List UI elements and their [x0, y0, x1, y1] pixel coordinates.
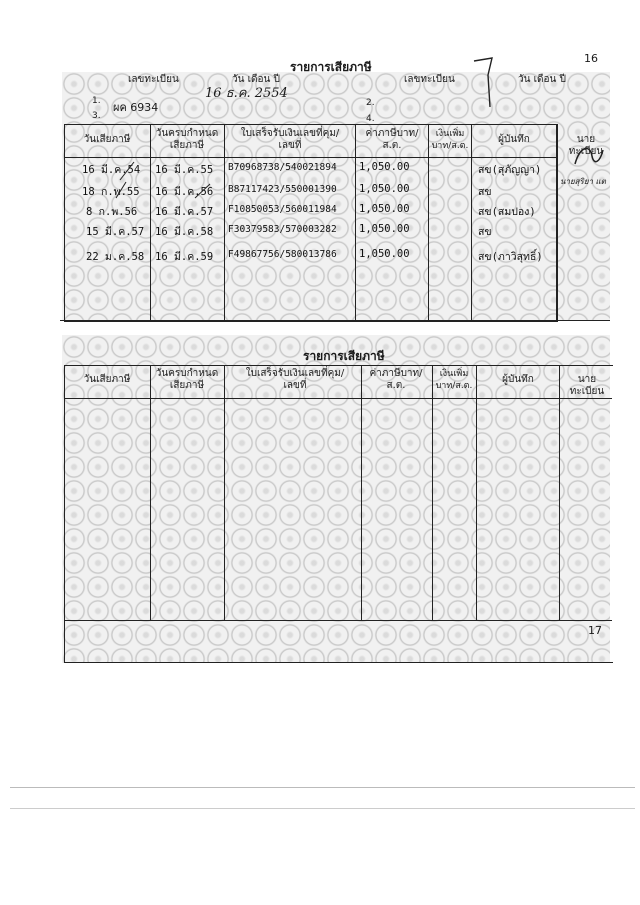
row-5-paid: 22 ม.ค.58: [86, 251, 145, 263]
row-4-paid: 15 มี.ค.57: [86, 226, 145, 238]
lower-header-due-date: วันครบกำหนดเสียภาษี: [155, 368, 219, 391]
lower-header-tax: ค่าภาษีบาท/ส.ต.: [369, 368, 423, 391]
row-5-due: 16 มี.ค.59: [155, 251, 214, 263]
registrar-note: นายสุริยา แต: [560, 177, 606, 186]
row-4-tax: 1,050.00: [359, 223, 410, 235]
scan-line: [10, 808, 635, 809]
reg-label-left: เลขทะเบียน: [128, 74, 179, 85]
row-2-due: 16 มี.ค.56: [155, 186, 214, 198]
registrar-signature: [572, 140, 606, 172]
scan-line: [10, 787, 635, 788]
lower-header-registrar: นายทะเบียน: [569, 374, 605, 397]
page-number-bottom: 17: [588, 624, 602, 637]
upper-header-registrar: นายทะเบียน: [568, 134, 604, 157]
page-number-top: 16: [584, 52, 598, 65]
lower-header-recorder: ผู้บันทึก: [502, 374, 534, 385]
lower-header-paid-date: วันเสียภาษี: [83, 374, 131, 385]
row-5-recorder: สข(ภาวิสุทธิ์): [478, 251, 543, 263]
lower-title: รายการเสียภาษี: [303, 349, 385, 363]
row-4-due: 16 มี.ค.58: [155, 226, 214, 238]
item-1-value: ผค 6934: [113, 101, 159, 114]
row-2-receipt: B87117423/550001390: [228, 184, 337, 195]
row-3-due: 16 มี.ค.57: [155, 206, 214, 218]
row-3-paid: 8 ก.พ.56: [86, 206, 138, 218]
handwritten-ticks: [100, 158, 230, 218]
row-2-tax: 1,050.00: [359, 183, 410, 195]
row-5-receipt: F49867756/580013786: [228, 249, 337, 260]
item-3-number: 3.: [92, 111, 101, 121]
row-3-receipt: F10850053/560011984: [228, 204, 337, 215]
row-2-recorder: สข: [478, 186, 492, 198]
handwritten-date: 16 ธ.ค. 2554: [205, 86, 288, 101]
row-3-tax: 1,050.00: [359, 203, 410, 215]
reg-label-right: เลขทะเบียน: [404, 74, 455, 85]
row-3-recorder: สข(สมปอง): [478, 206, 536, 218]
row-2-paid: 18 ก.พ.55: [82, 186, 140, 198]
lower-header-receipt: ใบเสร็จรับเงินเลขที่คุม/เลขที่: [245, 368, 345, 391]
row-5-tax: 1,050.00: [359, 248, 410, 260]
upper-title: รายการเสียภาษี: [290, 60, 372, 74]
date-label-right: วัน เดือน ปี: [518, 74, 566, 85]
upper-header-due-date: วันครบกำหนดเสียภาษี: [155, 128, 219, 151]
handwritten-mark: [470, 55, 500, 110]
item-1-number: 1.: [92, 96, 101, 106]
upper-header-tax: ค่าภาษีบาท/ส.ต.: [365, 128, 419, 151]
lower-table: [64, 365, 613, 663]
upper-header-extra: เงินเพิ่มบาท/ส.ต.: [431, 129, 469, 151]
upper-header-recorder: ผู้บันทึก: [498, 134, 530, 145]
row-1-recorder: สข(สุภัญญา): [478, 164, 542, 176]
row-1-due: 16 มี.ค.55: [155, 164, 214, 176]
row-1-receipt: B70968738/540021894: [228, 162, 337, 173]
item-2-number: 2.: [366, 98, 375, 108]
item-4-number: 4.: [366, 114, 375, 124]
lower-header-extra: เงินเพิ่มบาท/ส.ต.: [435, 369, 473, 391]
row-4-receipt: F30379583/570003282: [228, 224, 337, 235]
row-1-paid: 16 มี.ค.54: [82, 164, 141, 176]
upper-header-receipt: ใบเสร็จรับเงินเลขที่คุม/เลขที่: [240, 128, 340, 151]
date-label-left: วัน เดือน ปี: [232, 74, 280, 85]
row-4-recorder: สข: [478, 226, 492, 238]
row-1-tax: 1,050.00: [359, 161, 410, 173]
upper-header-paid-date: วันเสียภาษี: [83, 134, 131, 145]
